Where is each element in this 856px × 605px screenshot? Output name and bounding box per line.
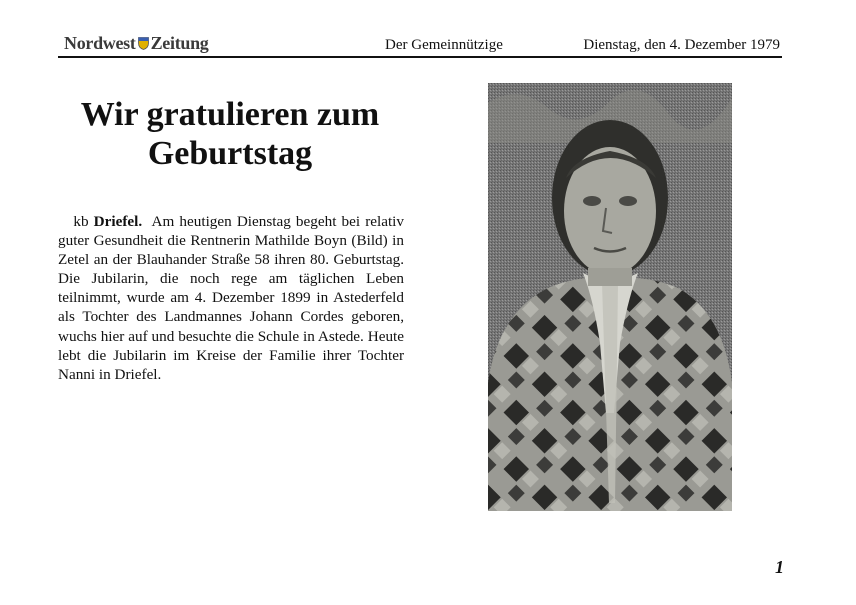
- portrait-photo: [488, 83, 732, 511]
- logo-text-zeitung: Zeitung: [150, 33, 209, 53]
- crest-icon: [138, 37, 149, 50]
- masthead: [58, 32, 782, 58]
- article-headline: Wir gratulieren zum Geburtstag: [80, 96, 380, 172]
- article-body: [58, 212, 404, 384]
- section-name: Der Gemeinnützige: [385, 37, 503, 53]
- issue-date: Dienstag, den 4. Dezember 1979: [583, 37, 780, 53]
- logo-text-nordwest: Nordwest: [64, 33, 136, 53]
- page-number: 1: [775, 557, 784, 577]
- byline: kb: [73, 213, 89, 230]
- dateline: Driefel.: [93, 213, 143, 230]
- newspaper-logo: [64, 33, 209, 54]
- article-text: Am heutigen Dienstag begeht bei relativ guter Gesundheit die Rentnerin Mathilde Boyn (Bild) in Zetel an der Blauhander Straße 58 ihren 80. Geburtstag. Die Jubilarin, die noch rege am täglichen Leben teilnimmt, wurde am 4. Dezember 1899 in Astederfeld als Tochter des Landmannes Johann Cordes geboren, wuchs hier auf und besuchte die Schule in Astede. Heute lebt die Jubilarin im Kreise der Familie ihrer Tochter Nanni in Driefel.: [58, 213, 404, 383]
